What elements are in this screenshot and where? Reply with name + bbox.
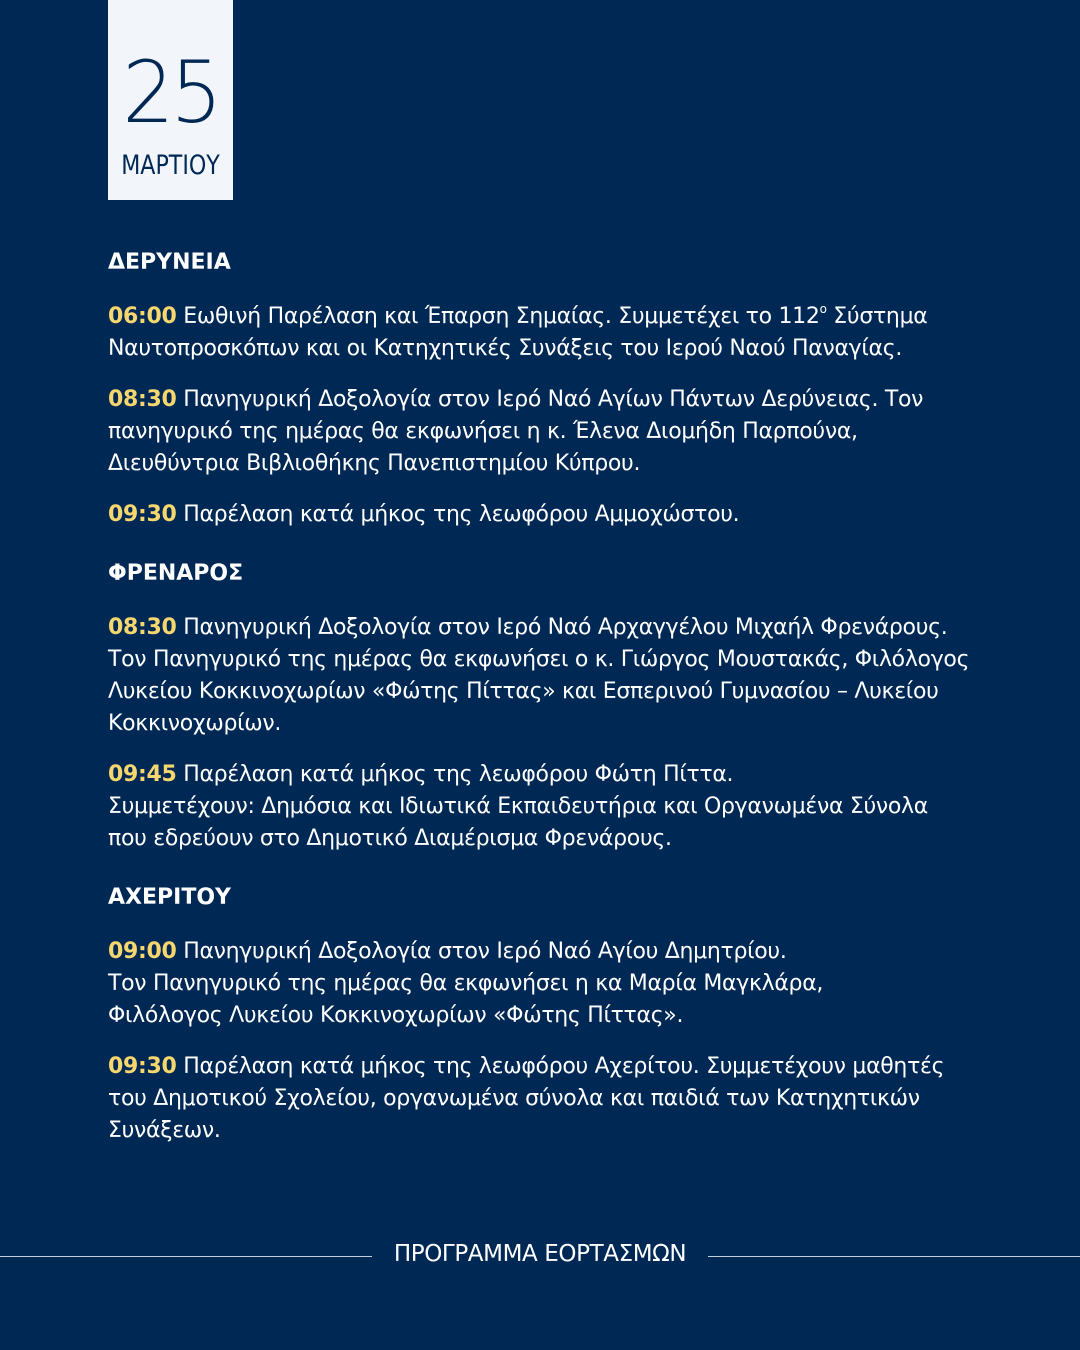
section-title: ΑΧΕΡΙΤΟΥ [108,885,231,910]
event-text-line: Λυκείου Κοκκινοχωρίων «Φώτης Πίττας» και Εσπερινού Γυμνασίου – Λυκείου [108,679,939,704]
event-text: Σύστημα [826,304,928,329]
section-deryneia [108,248,968,531]
event-text-line: που εδρεύουν στο Δημοτικό Διαμέρισμα Φρενάρους. [108,826,672,851]
event-time: 06:00 [108,304,177,329]
event-item [108,759,968,855]
event-text-line: Τον Πανηγυρικό της ημέρας θα εκφωνήσει ο κ. Γιώργος Μουστακάς, Φιλόλογος [108,647,970,672]
event-text-line: του Δημοτικού Σχολείου, οργανωμένα σύνολα και παιδιά των Κατηχητικών [108,1086,920,1111]
program-content [108,248,968,1175]
section-title: ΦΡΕΝΑΡΟΣ [108,561,244,586]
footer [0,1238,1080,1270]
event-item [108,1051,968,1147]
event-text-line: Κοκκινοχωρίων. [108,711,282,736]
superscript-ordinal: ο [819,302,827,316]
event-text-line: Συνάξεων. [108,1118,221,1143]
event-item [108,384,968,480]
footer-divider-left [0,1256,372,1257]
event-text: Παρέλαση κατά μήκος της λεωφόρου Φώτη Πίττα. [176,762,734,787]
event-text-line: Ναυτοπροσκόπων και οι Κατηχητικές Συνάξεις του Ιερού Ναού Παναγίας. [108,336,903,361]
event-text: Εωθινή Παρέλαση και Έπαρση Σημαίας. Συμμετέχει το 112 [176,304,820,329]
event-time: 09:45 [108,762,177,787]
event-text-line: Τον Πανηγυρικό της ημέρας θα εκφωνήσει η κα Μαρία Μαγκλάρα, [108,971,824,996]
event-text-line: Συμμετέχουν: Δημόσια και Ιδιωτικά Εκπαιδευτήρια και Οργανωμένα Σύνολα [108,794,928,819]
section-title: ΔΕΡΥΝΕΙΑ [108,250,231,275]
event-text: Παρέλαση κατά μήκος της λεωφόρου Αχερίτου. Συμμετέχουν μαθητές [176,1054,945,1079]
footer-label: ΠΡΟΓΡΑΜΜΑ ΕΟΡΤΑΣΜΩΝ [393,1241,687,1267]
footer-divider-right [708,1256,1080,1257]
event-time: 09:00 [108,939,177,964]
section-acheritou [108,883,968,1147]
event-text-line: πανηγυρικό της ημέρας θα εκφωνήσει η κ. Έλενα Διομήδη Παρπούνα, [108,419,858,444]
event-time: 08:30 [108,615,177,640]
event-text: Πανηγυρική Δοξολογία στον Ιερό Ναό Αγίου Δημητρίου. [176,939,787,964]
event-text: Πανηγυρική Δοξολογία στον Ιερό Ναό Αρχαγγέλου Μιχαήλ Φρενάρους. [176,615,948,640]
event-time: 09:30 [108,502,177,527]
event-item [108,936,968,1032]
event-text-line: Διευθύντρια Βιβλιοθήκης Πανεπιστημίου Κύπρου. [108,451,641,476]
event-text: Πανηγυρική Δοξολογία στον Ιερό Ναό Αγίων Πάντων Δερύνειας. Τον [176,387,924,412]
event-text: Παρέλαση κατά μήκος της λεωφόρου Αμμοχώστου. [176,502,740,527]
event-time: 08:30 [108,387,177,412]
date-day: 25 [122,43,219,143]
event-time: 09:30 [108,1054,177,1079]
event-text-line: Φιλόλογος Λυκείου Κοκκινοχωρίων «Φώτης Πίττας». [108,1003,684,1028]
event-item [108,499,968,531]
date-month: ΜΑΡΤΙΟΥ [121,150,220,181]
event-item [108,612,968,740]
event-item [108,301,968,365]
section-frenaros [108,559,968,855]
date-badge [108,0,233,200]
